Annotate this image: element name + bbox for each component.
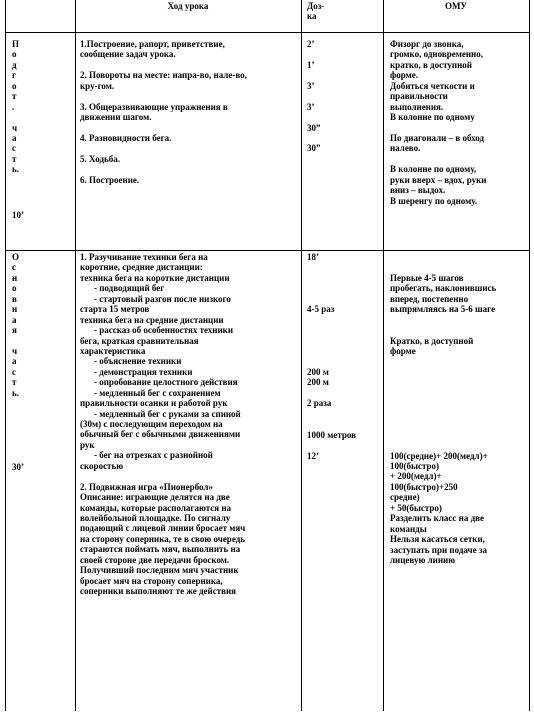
content-line: - объяснение техники <box>94 356 182 367</box>
content-line: - медленный бег с сохранением <box>94 387 221 398</box>
header-omu: ОМУ <box>444 1 468 11</box>
omu-line: налево. <box>390 143 421 154</box>
dose-value: 12’ <box>307 450 319 461</box>
stage-letter: ь. <box>12 387 20 398</box>
stage-letter: а <box>12 132 17 143</box>
stage-letter: а <box>12 356 17 367</box>
omu-line: лицевую линию <box>390 555 456 566</box>
omu-line: + 200(медл)+ <box>390 471 442 482</box>
omu-line: В колонне по одному, <box>390 164 477 175</box>
omu-line: вниз – выдох. <box>390 185 446 196</box>
stage-letter: ч <box>12 122 18 133</box>
omu-line: выполнения. <box>390 101 444 112</box>
stage-letter <box>12 112 52 122</box>
content-line <box>80 91 300 101</box>
row-divider <box>5 32 530 33</box>
content-line: 1. Разучивание техники бега на <box>80 252 208 262</box>
content-line: техника бега на короткие дистанции <box>80 272 230 283</box>
dose-value: 200 м <box>307 377 329 388</box>
stage-letter: в <box>12 293 17 304</box>
omu-line: По диагонали – в обход <box>390 132 485 143</box>
omu-line: заступать при подаче за <box>390 544 487 555</box>
dose-value <box>307 133 381 143</box>
omu-line: Первые 4-5 шагов <box>390 272 464 283</box>
dose-value <box>307 112 381 122</box>
content-line: соперники выполняют те же действия <box>80 586 237 596</box>
column-divider <box>301 0 302 711</box>
content-line: Получивший последним мяч участник <box>80 565 239 576</box>
dose-value <box>307 91 381 101</box>
content-line: бега, краткая сравнительная <box>80 335 199 346</box>
stage-letter: с <box>12 366 16 377</box>
stage-time-preparatory: 10’ <box>12 210 24 220</box>
stage-letter: с <box>12 143 16 154</box>
omu-line: 100(быстро) <box>390 461 440 471</box>
omu-line: форме. <box>390 70 418 81</box>
omu-line: Кратко, в доступной <box>390 335 474 346</box>
content-line: 1.Построение, рапорт, приветствие, <box>80 39 225 49</box>
content-line <box>80 60 300 70</box>
dose-value: 30” <box>307 122 321 133</box>
content-line: коротние, средние дистанции: <box>80 262 203 273</box>
omu-line: Разделить класс на две <box>390 513 484 524</box>
content-line: старта 15 метров <box>80 304 150 315</box>
stage-label-main <box>12 252 52 398</box>
content-line: подающий с лицевой линии бросает мяч <box>80 523 246 534</box>
stage-letter: о <box>12 80 17 91</box>
content-line: - медленный бег с руками за спиной <box>94 408 241 419</box>
omu-line: + 50(быстро) <box>390 502 442 513</box>
content-line: стараются поймать мяч, выполнить на <box>80 544 241 555</box>
omu-line: 100(средне)+ 200(медл)+ <box>390 450 488 461</box>
content-line <box>80 123 300 133</box>
stage-time-main: 30’ <box>12 462 24 472</box>
content-line: своей стороне две передачи броском. <box>80 554 230 565</box>
content-line: 4. Разновидности бега. <box>80 132 172 143</box>
dose-value <box>307 49 381 59</box>
content-line: характеристика <box>80 345 146 356</box>
omu-line: В колонне по одному <box>390 112 475 123</box>
content-line <box>80 471 300 481</box>
content-line: волейбольной площадке. По сигналу <box>80 512 231 523</box>
content-line: 2. Повороты на месте: напра-во, нале-во, <box>80 70 247 81</box>
lesson-plan-table <box>5 0 530 711</box>
stage-letter: . <box>12 101 15 112</box>
content-line: команды, которые располагаются на <box>80 502 232 513</box>
stage-letter: о <box>12 49 17 60</box>
main-dose <box>307 252 381 712</box>
omu-line: выпрямляясь на 5-6 шаге <box>390 304 496 315</box>
content-line: (30м) с последующим переходом на <box>80 419 223 429</box>
stage-letter: т <box>12 153 17 164</box>
omu-line <box>390 123 528 133</box>
omu-line: Нельзя касаться сетки, <box>390 534 485 545</box>
dose-value: 4-5 раз <box>307 304 335 315</box>
preparatory-content <box>80 39 300 185</box>
dose-value: 2 раза <box>307 398 332 409</box>
dose-value: 1’ <box>307 59 315 70</box>
content-line: 3. Общеразвивающие упражнения в <box>80 101 228 112</box>
omu-line <box>390 154 528 164</box>
stage-letter: т <box>12 91 17 102</box>
omu-line: правильности <box>390 91 448 102</box>
content-line: обычный бег с обычными движениями <box>80 429 241 440</box>
content-line: техника бега на средние дистанции <box>80 314 224 325</box>
content-line: кру-гом. <box>80 80 115 91</box>
dose-value: 18’ <box>307 252 319 262</box>
dose-value: 1000 метров <box>307 429 357 440</box>
omu-line: форме <box>390 346 416 357</box>
content-line: Описание: играющие делятся на две <box>80 492 230 503</box>
main-omu <box>390 252 528 712</box>
stage-letter: П <box>12 39 20 49</box>
preparatory-omu <box>390 39 528 206</box>
stage-letter: т <box>12 377 17 388</box>
omu-line: В шеренгу по одному. <box>390 195 478 206</box>
content-line <box>80 164 300 174</box>
omu-line: громко, одновременно, <box>390 49 483 60</box>
omu-line: средне) <box>390 492 420 503</box>
content-line: сообщение задач урока. <box>80 49 176 60</box>
omu-line: кратко, в доступной <box>390 59 472 70</box>
content-line: движении шагом. <box>80 112 152 123</box>
dose-value <box>307 70 381 80</box>
stage-letter: д <box>12 59 17 70</box>
dose-value: 3’ <box>307 80 315 91</box>
content-line: - демонстрация техники <box>94 366 193 377</box>
content-line: скоростью <box>80 460 124 471</box>
content-line: - стартовый разгон после низкого <box>94 293 231 304</box>
omu-line: 100(быстро)+250 <box>390 481 458 492</box>
stage-letter: а <box>12 314 17 325</box>
content-line: - опробование целостного действия <box>94 377 238 388</box>
column-divider <box>383 0 384 711</box>
content-line: правильности осанки и работой рук <box>80 398 228 409</box>
content-line: 2. Подвижная игра «Пионербол» <box>80 481 213 492</box>
stage-letter: О <box>12 252 20 262</box>
stage-letter: ь. <box>12 164 20 175</box>
content-line: - рассказ об особенностях техники <box>94 325 234 336</box>
table-border-left <box>5 0 6 711</box>
content-line: рук <box>80 439 95 450</box>
stage-letter: ч <box>12 345 18 356</box>
content-line: 5. Ходьба. <box>80 153 121 164</box>
row-divider <box>5 250 530 251</box>
omu-line: пробегать, наклонившись <box>390 283 497 294</box>
content-line: на сторону соперника, те в свою очередь <box>80 533 246 544</box>
dose-value: 30” <box>307 143 321 154</box>
omu-line: Физорг до звонка, <box>390 39 464 49</box>
header-content: Ход урока <box>167 1 209 11</box>
omu-line: команды <box>390 523 427 534</box>
content-line: - бег на отрезках с разнойной <box>94 450 213 461</box>
header-dose: Доз- ка <box>307 1 325 22</box>
omu-line: Добиться четкости и <box>390 80 475 91</box>
preparatory-dose <box>307 39 381 154</box>
dose-value: 200 м <box>307 366 329 377</box>
stage-label-preparatory <box>12 39 52 175</box>
dose-value: 3’ <box>307 101 315 112</box>
stage-letter: н <box>12 304 18 315</box>
column-divider <box>75 0 76 711</box>
stage-letter: с <box>12 262 16 273</box>
stage-letter: о <box>12 283 17 294</box>
content-line: 6. Построение. <box>80 174 140 185</box>
dose-value: 2’ <box>307 39 315 49</box>
content-line: - подводящий бег <box>94 283 165 294</box>
stage-letter: г <box>12 70 17 81</box>
table-border-right <box>529 0 530 711</box>
stage-letter: я <box>12 325 17 336</box>
stage-letter: н <box>12 272 18 283</box>
main-content <box>80 252 300 596</box>
content-line: бросает мяч на сторону соперника, <box>80 575 223 586</box>
content-line <box>80 143 300 153</box>
omu-line: руки вверх – вдох, руки <box>390 174 487 185</box>
stage-letter <box>12 336 52 346</box>
omu-line: вперед, постепенно <box>390 293 469 304</box>
